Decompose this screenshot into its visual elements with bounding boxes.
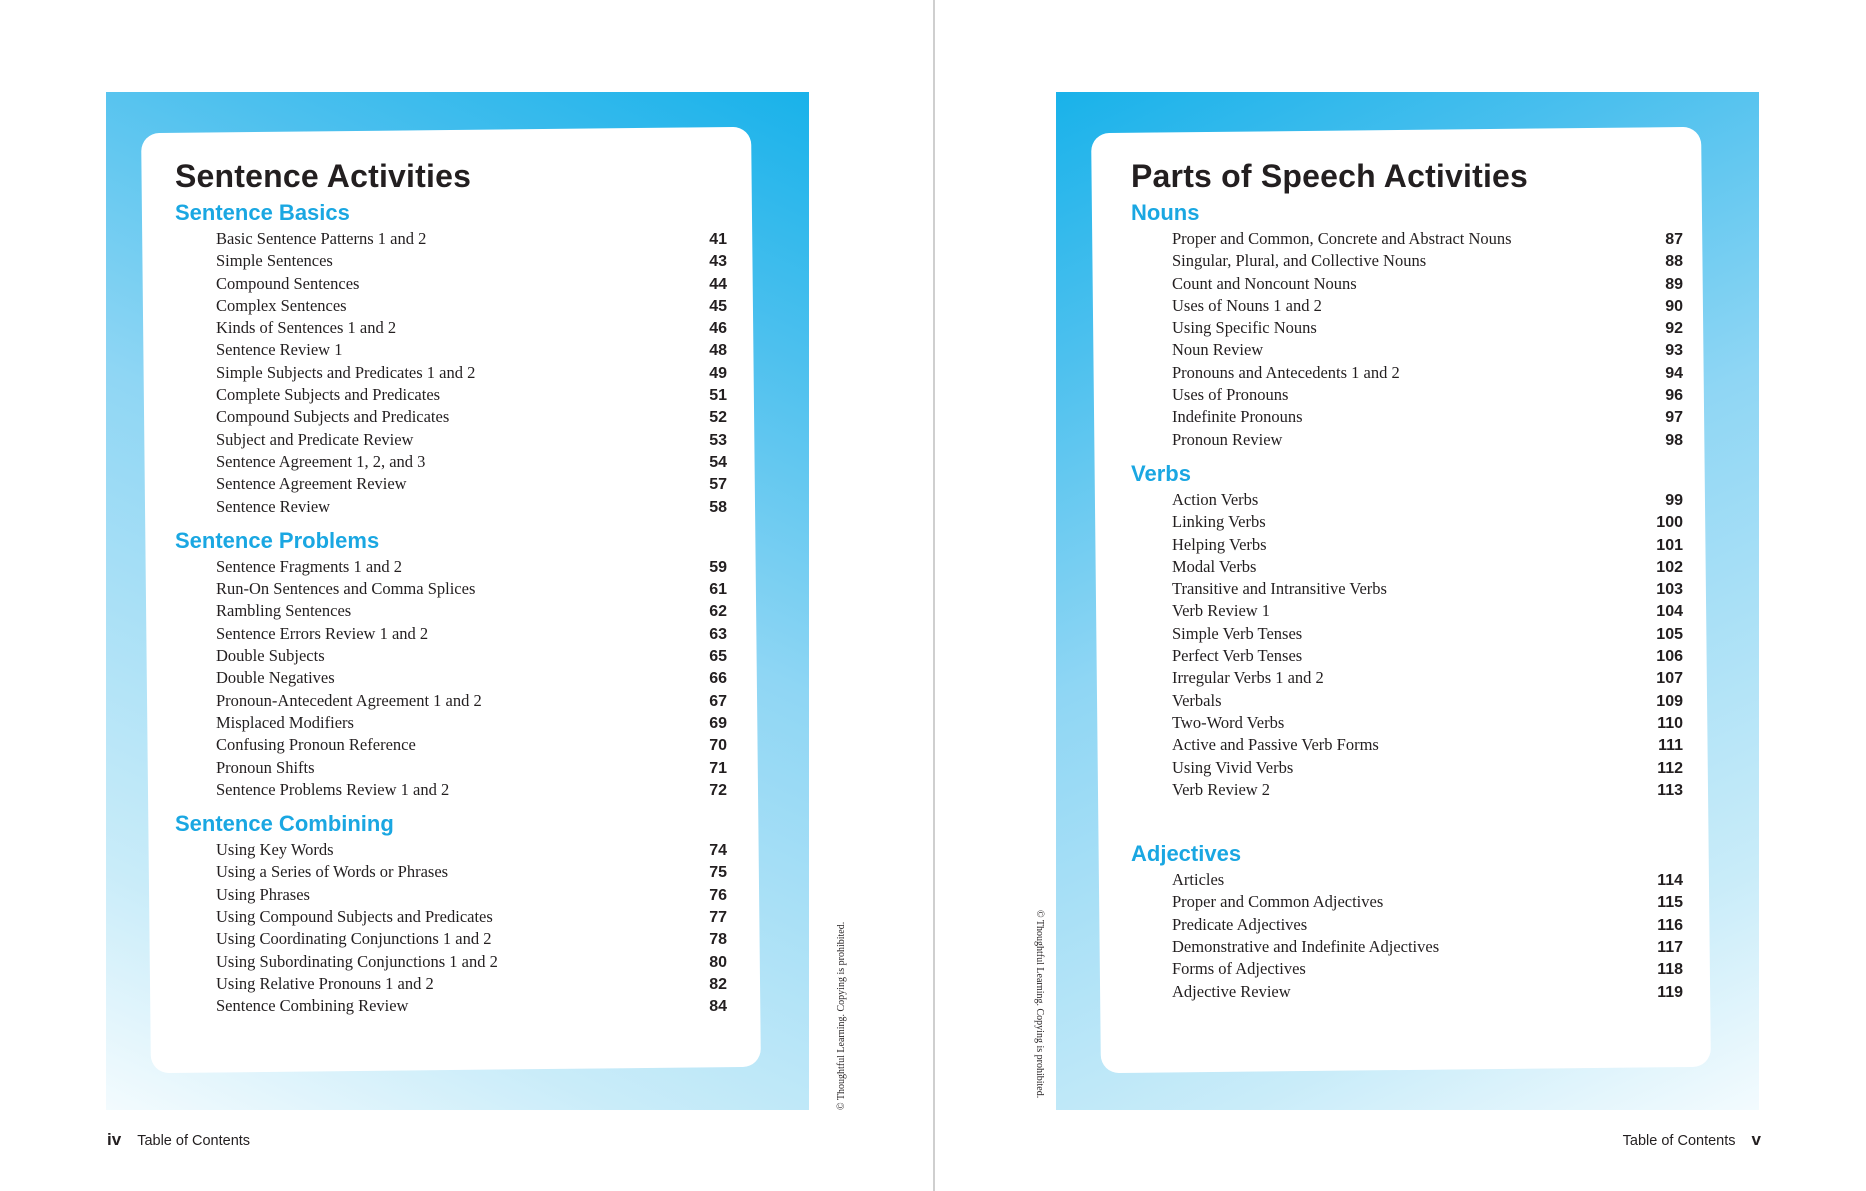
toc-entry-page-number: 107	[1656, 670, 1683, 688]
toc-entry-page-number: 111	[1658, 737, 1683, 755]
toc-section	[1131, 461, 1683, 801]
toc-entry	[1131, 667, 1683, 689]
toc-entry-page-number: 113	[1657, 781, 1683, 799]
toc-entry-title: Linking Verbs	[1172, 512, 1266, 532]
toc-entry-page-number: 74	[709, 842, 727, 860]
toc-entry-page-number: 67	[709, 692, 727, 710]
toc-entry	[175, 250, 727, 272]
section-heading: Adjectives	[1131, 841, 1242, 867]
toc-entry-list	[175, 839, 727, 1017]
toc-entry	[175, 228, 727, 250]
toc-entry-title: Using Vivid Verbs	[1172, 757, 1294, 777]
toc-entry	[175, 690, 727, 712]
toc-entry-page-number: 112	[1657, 759, 1683, 777]
toc-entry-title: Perfect Verb Tenses	[1172, 646, 1303, 666]
toc-entry	[1131, 623, 1683, 645]
copyright-notice: © Thoughtful Learning. Copying is prohibited.	[836, 921, 847, 1110]
toc-entry-title: Indefinite Pronouns	[1172, 407, 1303, 427]
toc-entry-title: Misplaced Modifiers	[216, 712, 354, 732]
toc-entry-page-number: 93	[1665, 342, 1683, 360]
toc-entry-page-number: 115	[1657, 894, 1683, 912]
toc-entry	[175, 928, 727, 950]
toc-entry	[175, 973, 727, 995]
toc-entry-title: Rambling Sentences	[216, 601, 352, 621]
toc-entry-page-number: 66	[709, 670, 727, 688]
toc-entry	[1131, 429, 1683, 451]
running-footer: Table of Contents	[137, 1133, 251, 1149]
toc-entry	[1131, 339, 1683, 361]
toc-entry-title: Verbals	[1172, 690, 1222, 710]
toc-entry	[1131, 511, 1683, 533]
toc-entry-page-number: 101	[1656, 536, 1683, 554]
toc-entry	[175, 429, 727, 451]
toc-content	[1131, 154, 1683, 1003]
toc-entry-page-number: 59	[709, 558, 727, 576]
toc-entry	[175, 645, 727, 667]
toc-entry-title: Sentence Review 1	[216, 340, 343, 360]
toc-entry	[1131, 228, 1683, 250]
toc-entry	[175, 600, 727, 622]
toc-entry	[175, 623, 727, 645]
toc-entry-page-number: 82	[709, 975, 727, 993]
page-footer	[1623, 1130, 1761, 1150]
toc-entry-title: Basic Sentence Patterns 1 and 2	[216, 229, 427, 248]
toc-entry	[175, 757, 727, 779]
page-title: Parts of Speech Activities	[1131, 158, 1529, 194]
toc-entry	[175, 734, 727, 756]
toc-entry-title: Sentence Problems Review 1 and 2	[216, 779, 450, 799]
toc-section	[175, 200, 727, 518]
toc-entry-page-number: 88	[1665, 253, 1683, 271]
toc-entry-title: Pronoun-Antecedent Agreement 1 and 2	[216, 690, 482, 710]
toc-entry	[175, 339, 727, 361]
toc-entry-title: Articles	[1172, 870, 1225, 890]
toc-entry-title: Compound Sentences	[216, 273, 360, 293]
toc-entry-page-number: 96	[1665, 387, 1683, 405]
toc-entry-title: Predicate Adjectives	[1172, 914, 1308, 934]
toc-entry-title: Proper and Common Adjectives	[1172, 892, 1384, 912]
toc-entry-title: Sentence Agreement Review	[216, 474, 407, 494]
page-title: Sentence Activities	[175, 158, 472, 194]
right-page	[935, 0, 1866, 1191]
toc-entry	[175, 556, 727, 578]
toc-entry	[1131, 273, 1683, 295]
toc-entry	[1131, 914, 1683, 936]
toc-entry-title: Irregular Verbs 1 and 2	[1172, 668, 1324, 688]
toc-entry-page-number: 114	[1657, 872, 1683, 890]
toc-entry	[175, 384, 727, 406]
toc-entry-page-number: 46	[709, 320, 727, 338]
toc-entry-page-number: 90	[1665, 297, 1683, 315]
toc-entry-title: Uses of Nouns 1 and 2	[1172, 295, 1322, 315]
toc-entry	[1131, 645, 1683, 667]
toc-entry-page-number: 51	[709, 387, 727, 405]
toc-entry-title: Pronoun Review	[1172, 429, 1283, 449]
toc-entry-title: Proper and Common, Concrete and Abstract Nouns	[1172, 229, 1512, 248]
toc-entry-title: Using Key Words	[216, 840, 334, 860]
toc-entry-page-number: 49	[709, 364, 727, 382]
toc-entry-title: Helping Verbs	[1172, 534, 1267, 554]
toc-entry	[175, 451, 727, 473]
toc-entry	[1131, 362, 1683, 384]
toc-entry	[1131, 712, 1683, 734]
toc-entry	[1131, 578, 1683, 600]
toc-entry-page-number: 78	[709, 931, 727, 949]
toc-entry-page-number: 53	[709, 431, 727, 449]
section-heading: Sentence Problems	[175, 527, 380, 553]
toc-entry-page-number: 102	[1656, 558, 1683, 576]
toc-entry-page-number: 92	[1665, 320, 1683, 338]
toc-entry	[175, 906, 727, 928]
toc-entry	[1131, 406, 1683, 428]
toc-entry-title: Count and Noncount Nouns	[1172, 273, 1357, 293]
toc-entry-list	[175, 556, 727, 801]
toc-entry-page-number: 58	[709, 498, 727, 516]
toc-entry-page-number: 103	[1656, 581, 1683, 599]
toc-entry-title: Sentence Errors Review 1 and 2	[216, 623, 429, 643]
toc-entry-page-number: 117	[1657, 939, 1683, 957]
toc-entry-page-number: 89	[1665, 275, 1683, 293]
toc-entry-title: Uses of Pronouns	[1172, 385, 1289, 405]
toc-entry-title: Using Phrases	[216, 884, 310, 904]
toc-entry-title: Subject and Predicate Review	[216, 429, 414, 449]
toc-entry	[175, 406, 727, 428]
toc-entry-list	[1131, 489, 1683, 801]
toc-entry-page-number: 43	[709, 253, 727, 271]
toc-entry-title: Compound Subjects and Predicates	[216, 407, 450, 427]
toc-entry-title: Pronoun Shifts	[216, 757, 315, 777]
toc-entry-title: Simple Subjects and Predicates 1 and 2	[216, 362, 476, 382]
toc-entry	[175, 317, 727, 339]
toc-entry-page-number: 72	[709, 781, 727, 799]
toc-entry-title: Using Subordinating Conjunctions 1 and 2	[216, 951, 498, 971]
toc-entry	[1131, 384, 1683, 406]
toc-entry-page-number: 70	[709, 737, 727, 755]
toc-entry-page-number: 104	[1656, 603, 1683, 621]
toc-entry	[1131, 690, 1683, 712]
toc-entry	[175, 273, 727, 295]
toc-entry	[175, 839, 727, 861]
toc-section	[1131, 841, 1683, 1003]
toc-entry-title: Complete Subjects and Predicates	[216, 385, 441, 405]
toc-entry-list	[175, 228, 727, 518]
toc-entry-page-number: 54	[709, 453, 727, 471]
toc-entry-page-number: 48	[709, 342, 727, 360]
toc-entry	[1131, 869, 1683, 891]
toc-entry-page-number: 52	[709, 409, 727, 427]
toc-entry	[1131, 317, 1683, 339]
toc-entry-title: Using Coordinating Conjunctions 1 and 2	[216, 929, 492, 949]
toc-entry-page-number: 63	[709, 625, 727, 643]
toc-entry-title: Simple Sentences	[216, 251, 333, 271]
toc-entry-title: Action Verbs	[1172, 489, 1259, 509]
toc-entry-page-number: 97	[1665, 409, 1683, 427]
copyright-notice: © Thoughtful Learning. Copying is prohibited.	[1034, 910, 1045, 1099]
toc-entry-title: Demonstrative and Indefinite Adjectives	[1172, 937, 1440, 957]
toc-entry-page-number: 84	[709, 998, 727, 1016]
toc-entry-page-number: 80	[709, 953, 727, 971]
toc-entry-page-number: 57	[709, 476, 727, 494]
toc-entry	[1131, 958, 1683, 980]
toc-entry	[175, 951, 727, 973]
page-number: iv	[107, 1130, 122, 1149]
toc-entry	[175, 995, 727, 1017]
toc-entry-page-number: 94	[1665, 364, 1683, 382]
toc-entry-title: Two-Word Verbs	[1172, 712, 1285, 732]
section-heading: Sentence Basics	[175, 200, 350, 225]
toc-entry-title: Using Specific Nouns	[1172, 318, 1317, 338]
toc-entry	[175, 496, 727, 518]
toc-entry-title: Sentence Agreement 1, 2, and 3	[216, 451, 426, 471]
toc-entry-page-number: 118	[1657, 961, 1683, 979]
section-heading: Nouns	[1131, 200, 1200, 225]
toc-entry	[1131, 936, 1683, 958]
section-heading: Verbs	[1131, 460, 1191, 486]
toc-entry-title: Verb Review 2	[1172, 779, 1271, 799]
toc-entry-title: Forms of Adjectives	[1172, 959, 1306, 979]
toc-entry	[175, 295, 727, 317]
toc-entry-page-number: 45	[709, 297, 727, 315]
toc-entry-list	[1131, 869, 1683, 1003]
toc-entry-page-number: 87	[1665, 231, 1683, 248]
toc-entry	[1131, 734, 1683, 756]
toc-entry	[1131, 556, 1683, 578]
toc-entry-title: Simple Verb Tenses	[1172, 623, 1303, 643]
toc-entry-title: Adjective Review	[1172, 981, 1291, 1001]
toc-entry	[1131, 489, 1683, 511]
toc-entry-page-number: 69	[709, 714, 727, 732]
toc-entry-title: Run-On Sentences and Comma Splices	[216, 579, 476, 599]
toc-entry-page-number: 65	[709, 648, 727, 666]
toc-entry-title: Double Negatives	[216, 668, 335, 688]
toc-entry-title: Using a Series of Words or Phrases	[216, 862, 449, 882]
toc-entry-page-number: 71	[709, 759, 727, 777]
toc-entry	[175, 861, 727, 883]
toc-entry-title: Active and Passive Verb Forms	[1172, 735, 1379, 755]
toc-section	[175, 528, 727, 801]
toc-entry	[175, 712, 727, 734]
running-footer: Table of Contents	[1622, 1133, 1736, 1149]
toc-entry-page-number: 110	[1657, 714, 1683, 732]
toc-entry	[175, 779, 727, 801]
toc-entry-title: Pronouns and Antecedents 1 and 2	[1172, 362, 1400, 382]
toc-content	[175, 154, 727, 1018]
toc-entry-page-number: 62	[709, 603, 727, 621]
toc-entry-page-number: 76	[709, 886, 727, 904]
toc-entry-title: Sentence Combining Review	[216, 996, 409, 1016]
toc-entry-page-number: 44	[709, 275, 727, 293]
toc-entry-page-number: 77	[709, 909, 727, 927]
toc-entry-title: Sentence Review	[216, 496, 331, 516]
toc-entry	[1131, 534, 1683, 556]
section-heading: Sentence Combining	[175, 811, 394, 837]
toc-entry-title: Singular, Plural, and Collective Nouns	[1172, 251, 1427, 271]
toc-section	[1131, 200, 1683, 451]
toc-entry-page-number: 109	[1656, 692, 1683, 710]
toc-entry	[175, 884, 727, 906]
page-footer	[107, 1130, 250, 1150]
toc-entry	[175, 578, 727, 600]
toc-entry	[175, 667, 727, 689]
toc-entry-title: Modal Verbs	[1172, 556, 1257, 576]
toc-entry-title: Complex Sentences	[216, 295, 347, 315]
toc-entry	[1131, 779, 1683, 801]
toc-entry	[1131, 891, 1683, 913]
toc-entry-page-number: 41	[709, 231, 727, 248]
toc-entry-page-number: 116	[1657, 916, 1683, 934]
toc-entry	[1131, 600, 1683, 622]
toc-entry-title: Sentence Fragments 1 and 2	[216, 556, 403, 576]
toc-entry	[1131, 757, 1683, 779]
toc-entry-page-number: 119	[1657, 983, 1683, 1001]
toc-entry-title: Verb Review 1	[1172, 601, 1271, 621]
toc-entry	[1131, 250, 1683, 272]
toc-entry-title: Confusing Pronoun Reference	[216, 735, 416, 755]
toc-entry-title: Transitive and Intransitive Verbs	[1172, 579, 1387, 599]
toc-entry-list	[1131, 228, 1683, 451]
toc-entry	[175, 362, 727, 384]
toc-section	[175, 811, 727, 1017]
toc-entry-title: Noun Review	[1172, 340, 1264, 360]
toc-entry-page-number: 106	[1656, 648, 1683, 666]
toc-entry-title: Kinds of Sentences 1 and 2	[216, 318, 397, 338]
toc-entry	[175, 473, 727, 495]
toc-entry-title: Using Compound Subjects and Predicates	[216, 907, 493, 927]
toc-entry-page-number: 105	[1656, 625, 1683, 643]
toc-entry-title: Double Subjects	[216, 646, 325, 666]
toc-entry-page-number: 99	[1665, 491, 1683, 509]
toc-entry-page-number: 100	[1656, 514, 1683, 532]
toc-entry-page-number: 98	[1665, 431, 1683, 449]
toc-entry-title: Using Relative Pronouns 1 and 2	[216, 973, 434, 993]
toc-entry-page-number: 61	[709, 581, 727, 599]
page-number: v	[1751, 1130, 1761, 1149]
toc-entry	[1131, 981, 1683, 1003]
toc-entry	[1131, 295, 1683, 317]
toc-entry-page-number: 75	[709, 864, 727, 882]
